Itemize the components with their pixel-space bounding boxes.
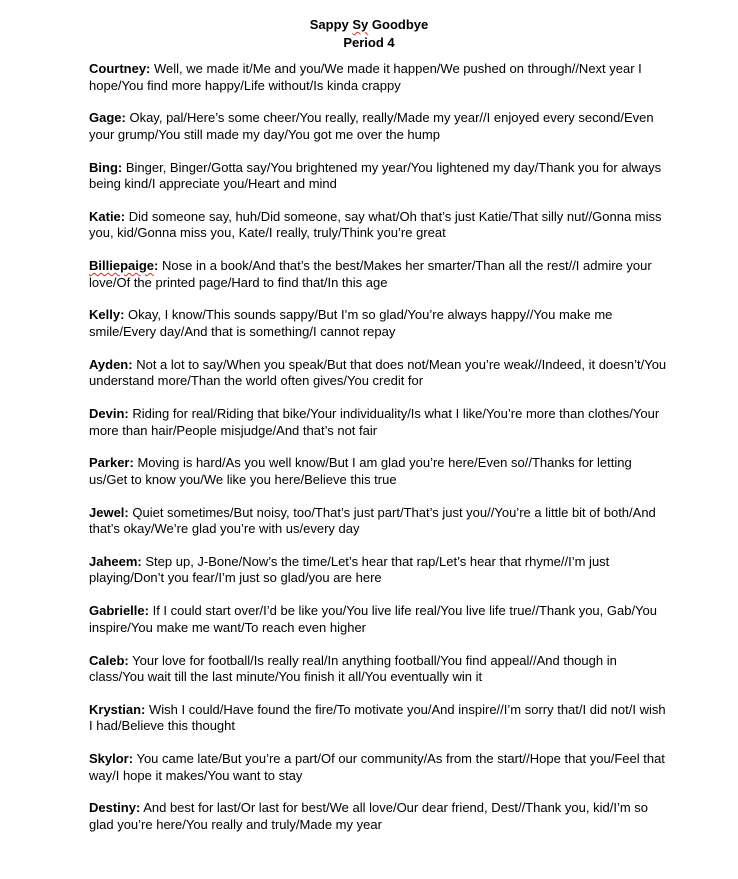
- poem-text: Your love for football/Is really real/In anything football/You find appeal//And though in class/You wait till the last minute/You finish it all/You eventually win it: [89, 652, 617, 685]
- student-name: Skylor:: [89, 751, 134, 767]
- poem-entry: [89, 554, 669, 587]
- poem-entry: [89, 406, 669, 439]
- document-subtitle: Period 4: [343, 35, 395, 50]
- student-name: Devin:: [89, 406, 129, 422]
- poem-text: Binger, Binger/Gotta say/You brightened my year/You lightened my day/Thank you for always being kind/I appreciate you/Heart and mind: [89, 159, 662, 192]
- poem-text: You came late/But you’re a part/Of our community/As from the start//Hope that you/Feel that way/I hope it makes/You want to stay: [89, 751, 665, 783]
- student-name: Bing:: [89, 159, 123, 175]
- poem-text: Moving is hard/As you well know/But I am glad you’re here/Even so//Thanks for letting us/Get to know you/We like you here/Believe this true: [89, 455, 632, 487]
- poem-entry: [89, 160, 669, 193]
- poem-entry: [89, 110, 669, 143]
- student-name: Billiepaige:: [89, 258, 159, 274]
- poem-text: Wish I could/Have found the fire/To motivate you/And inspire//I’m sorry that/I did not/I wish I had/Believe this thought: [89, 701, 666, 734]
- poem-text: Not a lot to say/When you speak/But that does not/Mean you’re weak//Indeed, it doesn’t/You understand more/Than the world often gives/You credit for: [89, 356, 667, 389]
- spellcheck-underline: Billiepaige: [89, 258, 155, 274]
- student-name: Gage:: [89, 110, 126, 126]
- poem-text: Okay, I know/This sounds sappy/But I’m so glad/You’re always happy//You make me smile/Every day/And that is something/I cannot repay: [89, 307, 613, 339]
- poem-text: Step up, J-Bone/Now’s the time/Let’s hear that rap/Let’s hear that rhyme//I’m just playing/Don’t you fear/I’m just so glad/you are here: [89, 553, 610, 586]
- student-name: Gabrielle:: [89, 603, 149, 619]
- document-title: Sappy Sy Goodbye: [309, 17, 429, 32]
- student-name: Katie:: [89, 208, 126, 224]
- student-name: Ayden:: [89, 356, 133, 372]
- poem-text: If I could start over/I’d be like you/You live life real/You live life true//Thank you, Gab/You inspire/You make me want/To reach even higher: [89, 603, 657, 635]
- student-name: Kelly:: [89, 307, 125, 323]
- student-name: Krystian:: [89, 701, 146, 717]
- poem-entry: [89, 357, 669, 390]
- student-name: Jaheem:: [89, 553, 142, 569]
- poem-entries: [89, 61, 669, 850]
- spellcheck-underline: Sy: [352, 17, 369, 32]
- poem-entry: [89, 800, 669, 833]
- poem-text: Riding for real/Riding that bike/Your individuality/Is what I like/You’re more than clothes/Your more than hair/People misjudge/And that’s not fair: [89, 406, 660, 438]
- student-name: Parker:: [89, 455, 134, 471]
- poem-entry: [89, 258, 669, 291]
- student-name: Courtney:: [89, 61, 151, 76]
- poem-entry: [89, 307, 669, 340]
- student-name: Jewel:: [89, 504, 129, 520]
- poem-text: Did someone say, huh/Did someone, say what/Oh that’s just Katie/That silly nut//Gonna miss you, kid/Gonna miss you, Kate/I really, truly/Think you’re great: [89, 208, 662, 241]
- poem-entry: [89, 61, 669, 94]
- poem-entry: [89, 209, 669, 242]
- poem-entry: [89, 751, 669, 784]
- poem-text: Nose in a book/And that’s the best/Makes her smarter/Than all the rest//I admire your love/Of the printed page/Hard to find that/In this age: [89, 258, 652, 290]
- poem-entry: [89, 603, 669, 636]
- poem-text: Well, we made it/Me and you/We made it happen/We pushed on through//Next year I hope/You find more happy/Life without/Is kinda crappy: [89, 61, 642, 93]
- poem-text: Quiet sometimes/But noisy, too/That’s just part/That’s just you//You’re a little bit of both/And that’s okay/We’re glad you’re with us/every day: [89, 504, 656, 537]
- poem-entry: [89, 653, 669, 686]
- poem-entry: [89, 455, 669, 488]
- poem-entry: [89, 505, 669, 538]
- document-header: [0, 16, 738, 52]
- poem-entry: [89, 702, 669, 735]
- student-name: Destiny:: [89, 800, 141, 816]
- poem-text: Okay, pal/Here’s some cheer/You really, really/Made my year//I enjoyed every second/Even your grump/You still made my day/You got me over the hump: [89, 110, 654, 142]
- poem-text: And best for last/Or last for best/We all love/Our dear friend, Dest//Thank you, kid/I’m so glad you’re here/You really and truly/Made my year: [89, 800, 649, 832]
- student-name: Caleb:: [89, 652, 129, 668]
